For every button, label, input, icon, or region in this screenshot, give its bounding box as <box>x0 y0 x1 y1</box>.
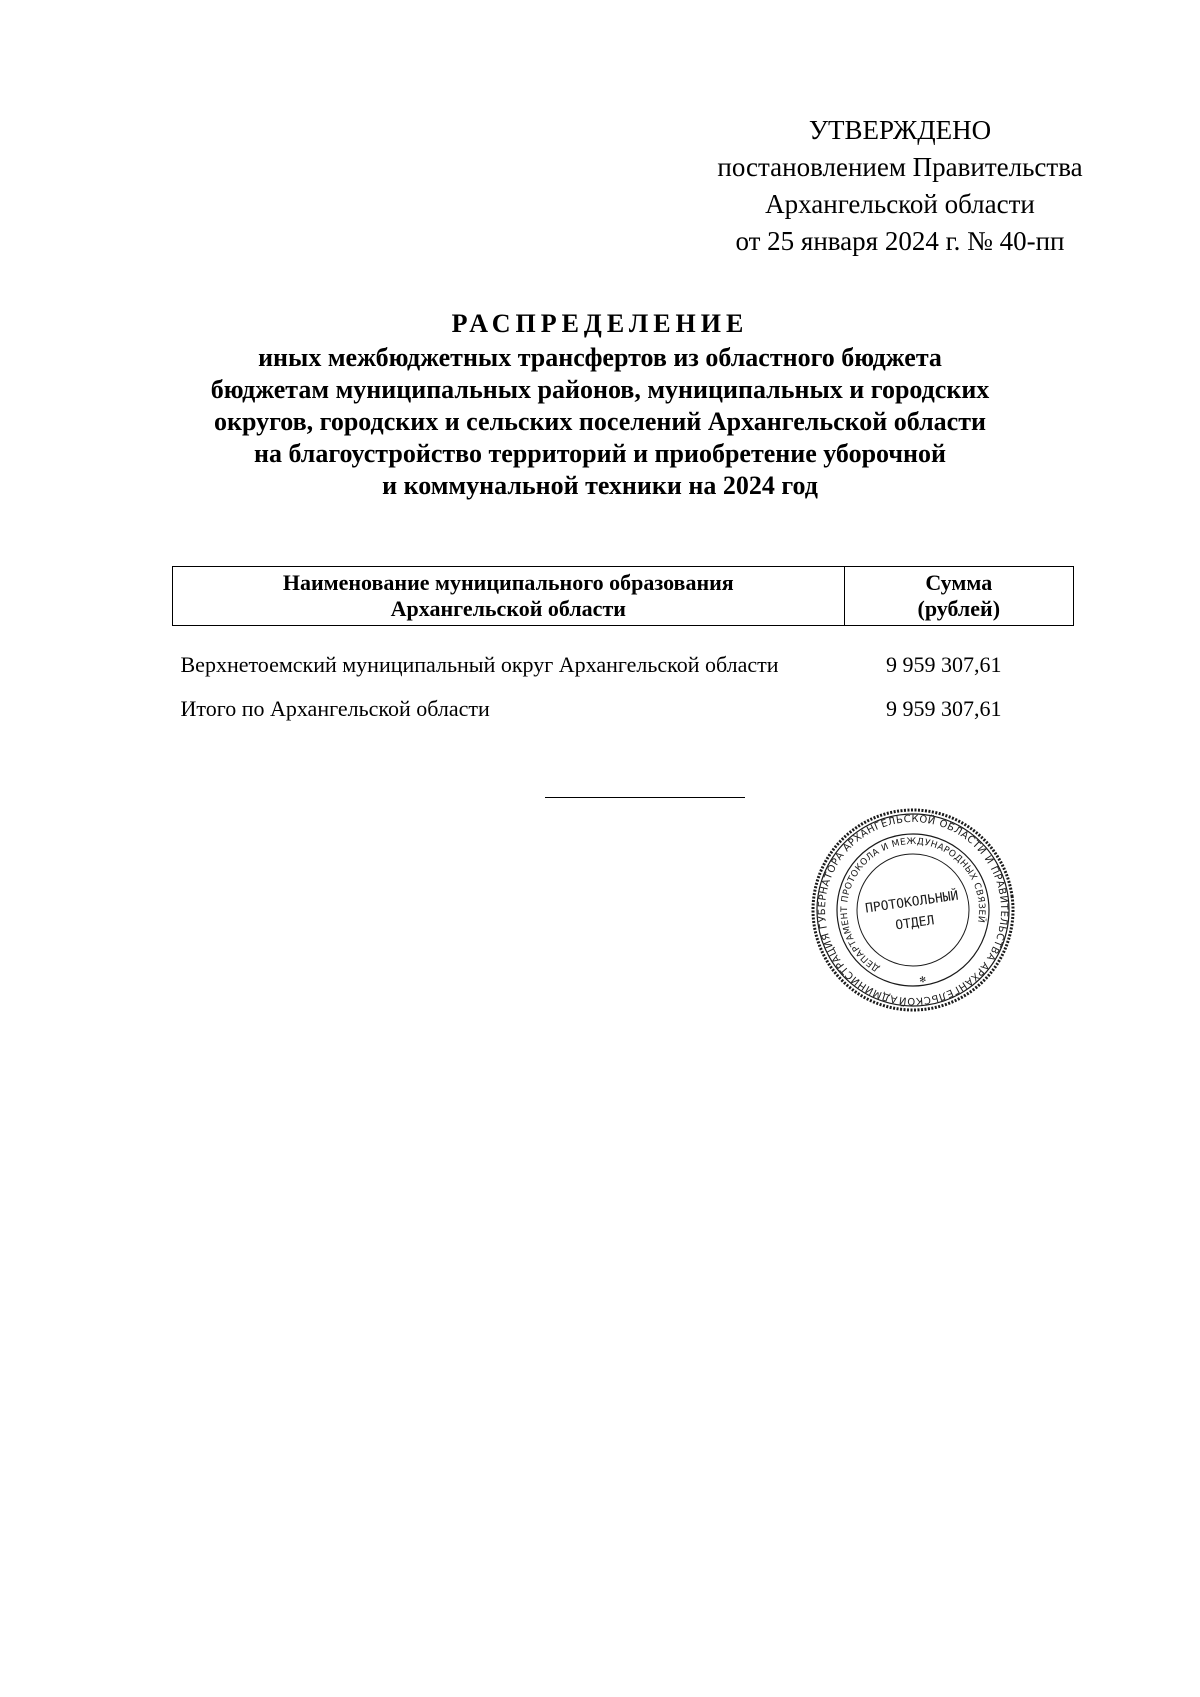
table-row-total <box>173 678 1074 722</box>
row-name: Итого по Архангельской области <box>180 696 490 721</box>
approval-date: от 25 января 2024 г. № 40-пп <box>735 226 1065 256</box>
row-sum: 9 959 307,61 <box>886 652 1002 677</box>
stamp-star-icon: ✻ <box>919 973 927 986</box>
approval-line: постановлением Правительства <box>717 152 1083 182</box>
official-stamp <box>808 805 1018 1015</box>
document-title <box>120 306 1080 502</box>
title-heading: РАСПРЕДЕЛЕНИЕ <box>451 309 749 338</box>
title-line: и коммунальной техники на 2024 год <box>382 471 818 500</box>
distribution-table <box>172 566 1074 722</box>
table-header-row <box>173 567 1074 626</box>
title-line: иных межбюджетных трансфертов из областного бюджета <box>258 343 942 372</box>
end-divider <box>545 797 745 798</box>
header-name: Наименование муниципального образования Архангельской области <box>173 567 845 626</box>
approval-title: УТВЕРЖДЕНО <box>808 115 992 145</box>
title-line: на благоустройство территорий и приобретение уборочной <box>253 439 947 468</box>
title-line: бюджетам муниципальных районов, муниципальных и городских <box>210 375 990 404</box>
stamp-center-line: ОТДЕЛ <box>894 913 936 934</box>
row-name: Верхнетоемский муниципальный округ Архангельской области <box>180 652 779 677</box>
row-sum: 9 959 307,61 <box>886 696 1002 721</box>
approval-block <box>700 112 1100 260</box>
stamp-center-line: ПРОТОКОЛЬНЫЙ <box>864 888 960 917</box>
stamp-inner-text: ДЕПАРТАМЕНТ ПРОТОКОЛА И МЕЖДУНАРОДНЫХ СВЯЗЕЙ <box>839 836 987 974</box>
title-line: округов, городских и сельских поселений Архангельской области <box>214 407 986 436</box>
stamp-outer-text: АДМИНИСТРАЦИЯ ГУБЕРНАТОРА АРХАНГЕЛЬСКОЙ ОБЛАСТИ И ПРАВИТЕЛЬСТВА АРХАНГЕЛЬСКОЙ <box>816 813 1010 1007</box>
approval-line: Архангельской области <box>765 189 1035 219</box>
table-spacer <box>173 626 1074 635</box>
svg-text:АДМИНИСТРАЦИЯ ГУБЕРНАТОРА АРХА <box>808 805 1018 1015</box>
table-row <box>173 634 1074 678</box>
header-sum: Сумма (рублей) <box>844 567 1073 626</box>
